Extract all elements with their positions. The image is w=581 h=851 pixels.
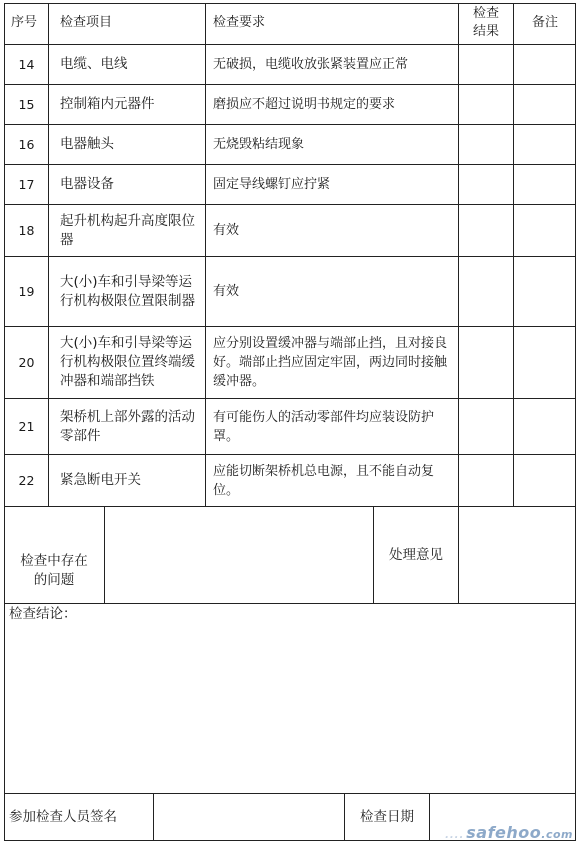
row-result-cell[interactable] xyxy=(459,125,513,164)
header-no: 序号 xyxy=(11,15,38,30)
row-requirement: 应分别设置缓冲器与端部止挡，且对接良好。端部止挡应固定牢固，两边同时接触缓冲器。 xyxy=(213,336,448,389)
row-item: 大(小)车和引导梁等运行机构极限位置限制器 xyxy=(60,273,195,309)
row-remark-cell[interactable] xyxy=(514,85,576,124)
header-result xyxy=(459,3,513,43)
row-number: 15 xyxy=(18,96,35,112)
row-requirement: 有效 xyxy=(213,223,240,238)
row-item: 电器触头 xyxy=(60,136,114,152)
row-requirement: 磨损应不超过说明书规定的要求 xyxy=(213,97,396,112)
row-item: 电缆、电线 xyxy=(60,56,128,72)
header-item: 检查项目 xyxy=(60,15,113,30)
row-result-cell[interactable] xyxy=(459,85,513,124)
row-remark-cell[interactable] xyxy=(514,205,576,256)
row-requirement: 有可能伤人的活动零部件均应装设防护罩。 xyxy=(213,409,435,444)
row-number: 14 xyxy=(18,56,35,72)
row-result-cell[interactable] xyxy=(459,455,513,506)
row-item: 控制箱内元器件 xyxy=(60,96,155,112)
header-remark: 备注 xyxy=(531,15,558,30)
row-number: 22 xyxy=(18,472,35,488)
row-number: 16 xyxy=(18,136,35,152)
row-remark-cell[interactable] xyxy=(514,399,576,454)
row-item: 电器设备 xyxy=(60,176,114,192)
row-number: 17 xyxy=(18,176,35,192)
conclusion-content-cell[interactable] xyxy=(5,625,575,793)
row-requirement: 无烧毁粘结现象 xyxy=(213,137,305,152)
row-item: 架桥机上部外露的活动零部件 xyxy=(60,408,195,444)
row-number: 18 xyxy=(18,222,35,238)
date-label: 检查日期 xyxy=(360,809,414,825)
row-remark-cell[interactable] xyxy=(514,257,576,326)
row-result-cell[interactable] xyxy=(459,205,513,256)
header-result-line1: 检查 xyxy=(472,6,499,21)
row-item: 紧急断电开关 xyxy=(60,472,141,488)
row-result-cell[interactable] xyxy=(459,257,513,326)
handling-label: 处理意见 xyxy=(389,547,443,563)
row-result-cell[interactable] xyxy=(459,165,513,204)
watermark-text: safehoo xyxy=(466,823,542,842)
row-number: 20 xyxy=(18,354,35,370)
signature-field[interactable] xyxy=(154,794,344,840)
row-item: 起升机构起升高度限位器 xyxy=(60,212,195,248)
issues-label: 检查中存在的问题 xyxy=(20,553,88,588)
signature-label: 参加检查人员签名 xyxy=(9,809,117,825)
grid-line xyxy=(48,3,49,506)
row-remark-cell[interactable] xyxy=(514,165,576,204)
issues-content-cell[interactable] xyxy=(105,507,373,603)
watermark-suffix: .com xyxy=(541,828,573,841)
row-item: 大(小)车和引导梁等运行机构极限位置终端缓冲器和端部挡铁 xyxy=(60,335,195,389)
row-requirement: 有效 xyxy=(213,284,240,299)
watermark-dots: .... xyxy=(445,830,465,841)
row-remark-cell[interactable] xyxy=(514,327,576,398)
handling-content-cell[interactable] xyxy=(459,507,576,603)
header-result-line2: 结果 xyxy=(472,24,499,39)
row-number: 21 xyxy=(18,418,35,434)
header-requirement: 检查要求 xyxy=(213,15,266,30)
conclusion-label: 检查结论： xyxy=(9,606,77,622)
row-requirement: 固定导线螺钉应拧紧 xyxy=(213,177,331,192)
row-requirement: 应能切断架桥机总电源，且不能自动复位。 xyxy=(213,463,435,498)
row-requirement: 无破损，电缆收放张紧装置应正常 xyxy=(213,57,409,72)
row-remark-cell[interactable] xyxy=(514,125,576,164)
row-result-cell[interactable] xyxy=(459,399,513,454)
row-number: 19 xyxy=(18,283,35,299)
safehoo-watermark-logo xyxy=(445,823,573,842)
grid-line xyxy=(205,3,206,506)
row-remark-cell[interactable] xyxy=(514,455,576,506)
row-result-cell[interactable] xyxy=(459,327,513,398)
row-remark-cell[interactable] xyxy=(514,45,576,84)
row-result-cell[interactable] xyxy=(459,45,513,84)
